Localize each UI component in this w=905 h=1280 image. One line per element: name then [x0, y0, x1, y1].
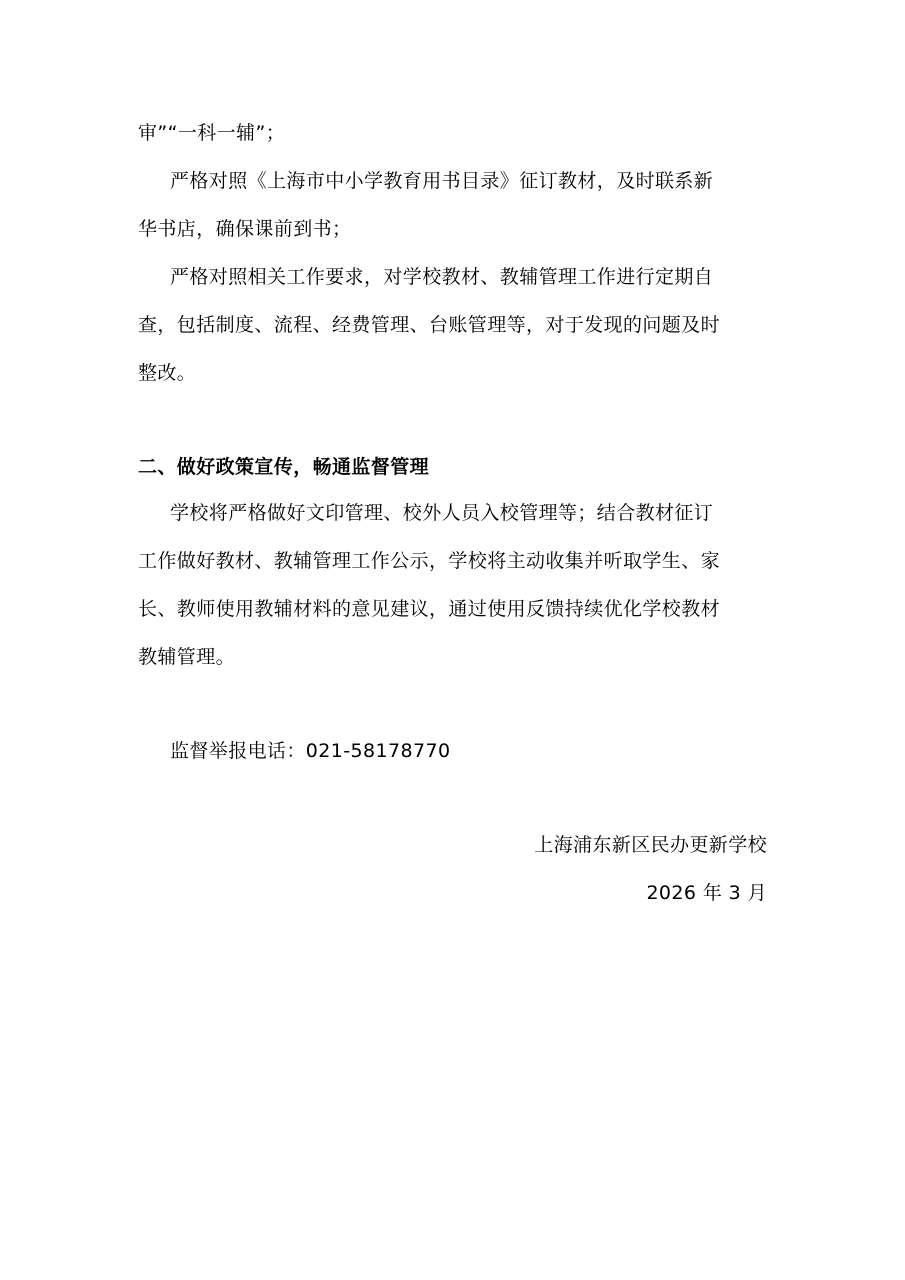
paragraph-line: 长、教师使用教辅材料的意见建议，通过使用反馈持续优化学校教材: [138, 598, 721, 620]
paragraph-line: 严格对照相关工作要求，对学校教材、教辅管理工作进行定期自: [170, 266, 714, 288]
paragraph-line: 审”“一科一辅”；: [138, 122, 286, 144]
hotline-text: 监督举报电话：021-58178770: [170, 740, 451, 762]
paragraph-line: 严格对照《上海市中小学教育用书目录》征订教材，及时联系新: [170, 170, 714, 192]
paragraph-line: 学校将严格做好文印管理、校外人员入校管理等；结合教材征订: [170, 502, 714, 524]
signature-date: 2026 年 3 月: [646, 882, 767, 904]
paragraph-line: 整改。: [138, 362, 197, 384]
paragraph-line: 华书店，确保课前到书；: [138, 218, 352, 240]
paragraph-line: 工作做好教材、教辅管理工作公示，学校将主动收集并听取学生、家: [138, 550, 721, 572]
section-heading: 二、做好政策宣传，畅通监督管理: [138, 456, 430, 478]
signature-school: 上海浦东新区民办更新学校: [534, 834, 767, 856]
paragraph-line: 查，包括制度、流程、经费管理、台账管理等，对于发现的问题及时: [138, 314, 721, 336]
paragraph-line: 教辅管理。: [138, 646, 236, 668]
